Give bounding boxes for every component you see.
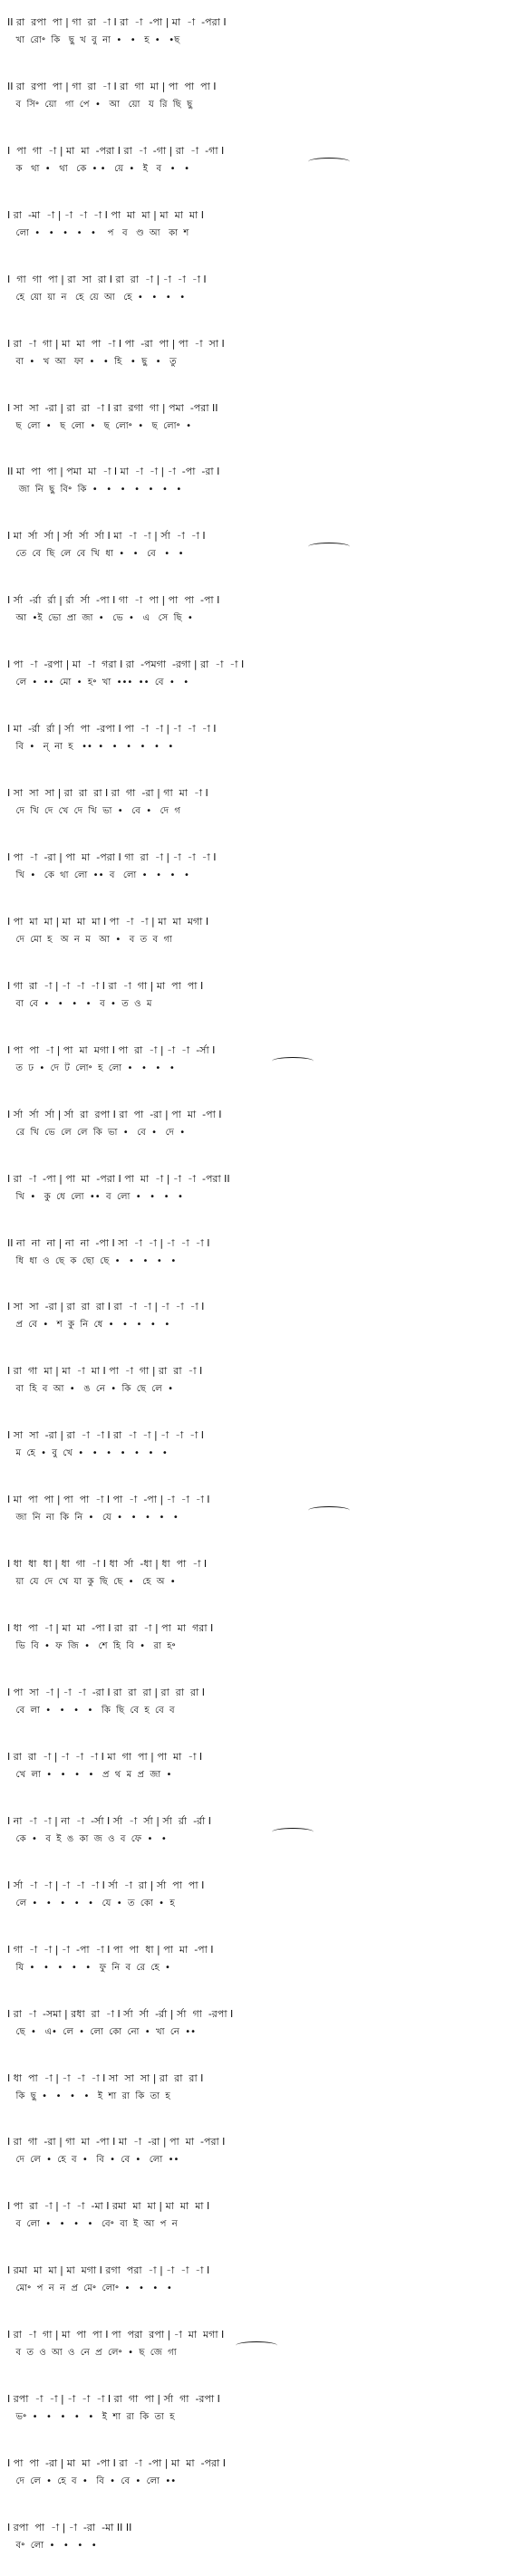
notation-system	[0, 209, 513, 264]
notation-notes-line: I পা রা -া | -া -া -মা I রমা মা মা | মা মা মা I	[7, 2200, 210, 2212]
notation-lyrics-line: রে খি ভে লে লে কি ভা • বে • দে •	[7, 1128, 186, 1138]
notation-lyrics-line: মো॰ প ন ন প্ৰ মে॰ লো॰ • • • •	[7, 2283, 172, 2293]
notation-system	[0, 1044, 513, 1099]
notation-system	[0, 2329, 513, 2383]
notation-system	[0, 980, 513, 1034]
slur-mark	[272, 1828, 314, 1836]
notation-lyrics-line: প্ৰ বে • শ কু নি ধে • • • • •	[7, 1320, 170, 1330]
notation-notes-line: I রপা পা -া | -া -রা -মা II II	[7, 2522, 132, 2533]
notation-lyrics-line: বি • ন্ না হ •• • • • • • •	[7, 742, 174, 752]
notation-notes-line: I রা -া -সমা | রধা রা -া I র্সা র্সা -র্রা | র্সা গা -রপা I	[7, 2008, 234, 2020]
notation-notes-line: I সা সা -রা | রা -া -া I রা -া -া | -া -া -া I	[7, 1429, 205, 1441]
notation-lyrics-line: ত ঢ • দে ট লো॰ হ লো • • • •	[7, 1063, 175, 1073]
slur-mark	[308, 543, 350, 551]
notation-notes-line: I রমা মা মা | মা মগা I রগা পরা -া | -া -া -া I	[7, 2264, 210, 2276]
notation-lyrics-line: ছ লো • ছ লো • ছ লো॰ • ছ লো॰ •	[7, 421, 191, 431]
notation-lyrics-line: তে বে ছি লে বে খি ধা • • বে • •	[7, 549, 184, 559]
notation-notes-line: I ধা ধা ধা | ধা গা -া I ধা র্সা -ধা | ধা পা -া I	[7, 1558, 208, 1570]
notation-notes-line: I সা সা -রা | রা রা -া I রা রগা গা | পমা -পরা II	[7, 402, 218, 414]
notation-system	[0, 1237, 513, 1292]
notation-notes-line: I পা পা -রা | মা মা -পা I রা -া -পা | মা মা -পরা I	[7, 2457, 227, 2469]
notation-notes-line: I মা -র্রা র্রা | র্সা পা -রপা I পা -া -া | -া -া -া I	[7, 723, 217, 735]
notation-system	[0, 2072, 513, 2127]
notation-system	[0, 2200, 513, 2254]
notation-system	[0, 16, 513, 71]
notation-system	[0, 2457, 513, 2512]
notation-system	[0, 1815, 513, 1870]
notation-lyrics-line: ব সি॰ য়ো গা পে • আ য়ো য রি ছি ছু	[7, 100, 193, 110]
notation-notes-line: I রপা -া -া | -া -া -া I রা গা পা | র্সা গা -রপা I	[7, 2393, 220, 2405]
notation-lyrics-line: দে লে • হে ব • বি • বে • লো ••	[7, 2476, 177, 2486]
notation-lyrics-line: ছে • এ• লে • লো কো নো • খা নে ••	[7, 2027, 197, 2037]
notation-notes-line: I না -া -া | না -া -র্সা I র্সা -া র্সা | র্সা র্রা -র্রা I	[7, 1815, 212, 1827]
slur-mark	[308, 158, 350, 166]
notation-lyrics-line: ভি বি • ফ জি • শে হি বি • রা হ॰	[7, 1641, 176, 1651]
notation-notes-line: I মা র্সা র্সা | র্সা র্সা র্সা I মা -া -া | র্সা -া -া I	[7, 530, 206, 542]
notation-lyrics-line: ব লো • • • • বে॰ বা ই আ প ন	[7, 2219, 178, 2229]
notation-lyrics-line: কি ছু • • • • ই শা রা কি তা হ	[7, 2091, 170, 2101]
notation-lyrics-line: ম হে • বু খে • • • • • • •	[7, 1448, 168, 1458]
notation-notes-line: I রা গা -রা | গা মা -পা I মা -া -রা | পা মা -পরা I	[7, 2136, 226, 2148]
notation-system	[0, 2136, 513, 2190]
notation-notes-line: I গা -া -া | -া -পা -া I পা পা ধা | পা মা -পা I	[7, 1944, 214, 1956]
notation-lyrics-line: ব॰ লো • • • •	[7, 2541, 97, 2551]
notation-system	[0, 1429, 513, 1484]
notation-notes-line: I গা রা -া | -া -া -া I রা -া গা | মা পা পা I	[7, 980, 204, 992]
notation-lyrics-line: খি • কে থা লো •• ব লো • • • •	[7, 870, 189, 880]
notation-system	[0, 787, 513, 841]
notation-system	[0, 1751, 513, 1805]
notation-notes-line: II মা পা পা | পমা মা -া I মা -া -া | -া -পা -রা I	[7, 466, 220, 477]
notation-system	[0, 530, 513, 584]
notation-lyrics-line: দে খি দে খে দে খি ভা • বে • দে গ	[7, 806, 180, 816]
notation-system	[0, 338, 513, 392]
notation-lyrics-line: বা বে • • • • ব • ত ও ম	[7, 999, 152, 1009]
notation-system	[0, 851, 513, 906]
notation-lyrics-line: য়া যে দে খে যা কু ছি ছে • হে অ •	[7, 1577, 176, 1587]
notation-system	[0, 2522, 513, 2576]
notation-system	[0, 1365, 513, 1419]
notation-system	[0, 2264, 513, 2319]
notation-lyrics-line: দে মো হ অ ন ম আ • ব ত ব গা	[7, 935, 172, 945]
notation-notes-line: I রা -া গা | মা মা পা -া I পা -রা পা | পা -া সা I	[7, 338, 225, 350]
notation-system	[0, 1301, 513, 1355]
notation-notes-line: I পা -া -রা | পা মা -পরা I গা রা -া | -া -া -া I	[7, 851, 217, 863]
notation-notes-line: I রা -া -পা | পা মা -পরা I পা মা -া | -া -া -পরা II	[7, 1173, 230, 1185]
notation-lyrics-line: ক থা • থা কে • • য়ে • ই ব • •	[7, 164, 189, 174]
notation-system	[0, 402, 513, 457]
notation-lyrics-line: খা রো॰ কি ছু খ বু না • • হ • •ছ	[7, 35, 180, 45]
notation-system	[0, 1687, 513, 1741]
notation-notes-line: II না না না | না না -পা I সা -া -া | -া -া -া I	[7, 1237, 210, 1249]
slur-mark	[236, 2341, 277, 2350]
notation-lyrics-line: খি • কু ধে লো •• ব লো • • • •	[7, 1192, 183, 1202]
notation-notes-line: I পা গা -া | মা মা -পরা I রা -া -গা | রা -া -গা I	[7, 145, 225, 157]
notation-lyrics-line: ভ॰ • • • • • ই শা রা কি তা হ	[7, 2412, 175, 2422]
notation-lyrics-line: জা নি ছু বি॰ কি • • • • • • •	[7, 485, 182, 495]
notation-lyrics-line: জা নি না কি নি • যে • • • • •	[7, 1513, 179, 1523]
notation-system	[0, 2008, 513, 2062]
notation-notes-line: I সা সা সা | রা রা রা I রা গা -রা | গা মা -া I	[7, 787, 208, 799]
notation-lyrics-line: ধি ধা ও ছে ক ছো ছে • • • • •	[7, 1256, 177, 1266]
notation-notes-line: I সা সা -রা | রা রা রা I রা -া -া | -া -া -া I	[7, 1301, 205, 1312]
notation-notes-line: I র্সা র্সা র্সা | র্সা রা রপা I রা পা -রা | পা মা -পা I	[7, 1109, 222, 1120]
notation-system	[0, 723, 513, 777]
notation-system	[0, 1622, 513, 1677]
slur-mark	[272, 1057, 314, 1065]
notation-lyrics-line: বে লা • • • • কি ছি বে হ বে ব	[7, 1706, 175, 1716]
notation-lyrics-line: খে লা • • • • প্ৰ থ ম প্ৰ জা •	[7, 1770, 172, 1780]
notation-notes-line: I পা পা -া | পা মা মগা I পা রা -া | -া -া -র্সা I	[7, 1044, 216, 1056]
notation-notes-line: II রা রপা পা | গা রা -া I রা -া -পা | মা -া -পরা I	[7, 16, 227, 28]
notation-notes-line: I ধা পা -া | -া -া -া I সা সা সা | রা রা রা I	[7, 2072, 204, 2084]
notation-lyrics-line: যি • • • • • ফু নি ব রে হে •	[7, 1963, 170, 1973]
notation-system	[0, 466, 513, 520]
notation-notes-line: I মা পা পা | পা পা -া I পা -া -পা | -া -া -া I	[7, 1494, 210, 1505]
notation-lyrics-line: লে • • • • • যে • ত কো • হ	[7, 1898, 175, 1908]
notation-lyrics-line: বা • খ আ ফা • • হি • ছু • তু	[7, 357, 177, 367]
notation-notes-line: I গা গা পা | রা সা রা I রা রা -া | -া -া -া I	[7, 274, 207, 285]
notation-system	[0, 1173, 513, 1227]
notation-system	[0, 916, 513, 970]
notation-system	[0, 658, 513, 713]
notation-system	[0, 81, 513, 135]
notation-notes-line: I রা রা -া | -া -া -া I মা গা পা | পা মা -া I	[7, 1751, 203, 1763]
notation-notes-line: I রা -মা -া | -া -া -া I পা মা মা | মা মা মা I	[7, 209, 204, 221]
notation-notes-line: I রা -া গা | মা পা পা I পা পরা রপা | -া মা মগা I	[7, 2329, 225, 2341]
notation-notes-line: I পা মা মা | মা মা মা I পা -া -া | মা মা মগা I	[7, 916, 209, 928]
notation-lyrics-line: বা হি ব আ • ঙ নে • কি ছে লে •	[7, 1384, 173, 1394]
notation-system	[0, 1494, 513, 1548]
notation-notes-line: I র্সা -র্রা র্রা | র্রা র্সা -পা I গা -া পা | পা পা -পা I	[7, 594, 220, 606]
notation-notes-line: I রা গা মা | মা -া মা I পা -া গা | রা রা -া I	[7, 1365, 203, 1377]
notation-system	[0, 274, 513, 328]
notation-system	[0, 2393, 513, 2447]
notation-notes-line: II রা রপা পা | গা রা -া I রা গা মা | পা পা পা I	[7, 81, 217, 92]
slur-mark	[308, 1506, 350, 1514]
notation-lyrics-line: আ •ই ভো প্ৰা জা • ভে • এ সে ছি •	[7, 613, 193, 623]
notation-system	[0, 1944, 513, 1998]
notation-lyrics-line: দে লে • হে ব • বি • বে • লো ••	[7, 2155, 179, 2165]
notation-system	[0, 594, 513, 649]
notation-notes-line: I র্সা -া -া | -া -া -া I র্সা -া রা | র্সা পা পা I	[7, 1879, 205, 1891]
notation-notes-line: I ধা পা -া | মা মা -পা I রা রা -া | পা মা গরা I	[7, 1622, 214, 1634]
notation-lyrics-line: ব ত ও আ ও নে প্ৰ লে॰ • ছ জে গা	[7, 2348, 177, 2358]
notation-system	[0, 1109, 513, 1163]
notation-notes-line: I পা -া -রপা | মা -া গরা I রা -পমগা -রগা | রা -া -া I	[7, 658, 245, 670]
notation-lyrics-line: কে • ব ই ঙ কা জ ও ব ফে • •	[7, 1834, 167, 1844]
notation-lyrics-line: লে • •• মো • হ॰ খা ••• •• বে • •	[7, 678, 189, 687]
notation-system	[0, 1558, 513, 1612]
notation-system	[0, 145, 513, 199]
notation-notes-line: I পা সা -া | -া -া -রা I রা রা রা | রা রা রা I	[7, 1687, 205, 1698]
notation-lyrics-line: লো • • • • • প ব ণ্ড আ কা শ	[7, 228, 189, 238]
notation-lyrics-line: হে য়ো য়া ন হে য়ে আ হে • • • •	[7, 293, 186, 303]
notation-system	[0, 1879, 513, 1934]
